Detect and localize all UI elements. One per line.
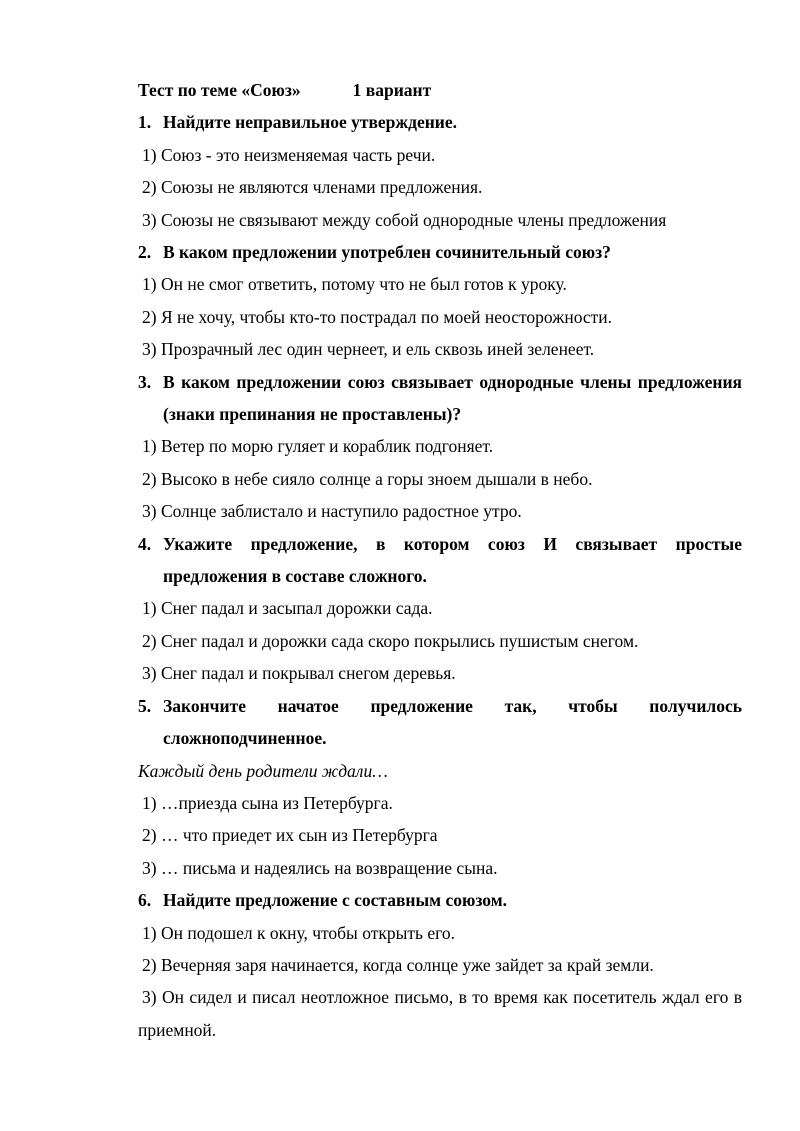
answer-option: 3) … письма и надеялись на возвращение сына. — [142, 857, 498, 878]
question-6 — [138, 884, 742, 916]
answer-option: 1) Он подошел к окну, чтобы открыть его. — [142, 922, 456, 943]
test-title: Тест по теме «Союз» — [138, 80, 301, 100]
question-1 — [138, 106, 742, 138]
question-4 — [138, 528, 742, 593]
answer-option: 1) Союз - это неизменяемая часть речи. — [142, 144, 436, 165]
answer-option: 2) … что приедет их сын из Петербурга — [142, 825, 438, 846]
answer-option: 3) Союзы не связывают между собой однородные члены предложения — [142, 209, 667, 230]
answer-option: 1) …приезда сына из Петербурга. — [142, 792, 393, 813]
answer-option: 2) Снег падал и дорожки сада скоро покрылись пушистым снегом. — [142, 630, 639, 651]
question-number: 5. — [138, 695, 152, 716]
document-title — [138, 74, 742, 106]
question-number: 2. — [138, 242, 152, 263]
variant-label: 1 вариант — [352, 80, 432, 100]
question-text: Закончите начатое предложение так, чтобы получилось сложноподчиненное. — [163, 695, 742, 749]
answer-option: 3) Прозрачный лес один чернеет, и ель сквозь иней зеленеет. — [142, 339, 595, 360]
answer-option: 2) Вечерняя заря начинается, когда солнце уже зайдет за край земли. — [142, 954, 654, 975]
question-text: Найдите предложение с составным союзом. — [163, 890, 508, 911]
question-2 — [138, 236, 742, 268]
question-3 — [138, 366, 742, 431]
answer-option: 2) Союзы не являются членами предложения. — [142, 177, 483, 198]
question-text: Укажите предложение, в котором союз И связывает простые предложения в составе сложного. — [163, 533, 742, 587]
answer-option: 1) Ветер по морю гуляет и кораблик подгоняет. — [142, 436, 494, 457]
answer-option: 3) Солнце заблистало и наступило радостное утро. — [142, 501, 522, 522]
answer-option: 2) Высоко в небе сияло солнце а горы зноем дышали в небо. — [142, 468, 593, 489]
answer-option: 3) Снег падал и покрывал снегом деревья. — [142, 663, 456, 684]
question-text: В каком предложении употреблен сочинительный союз? — [163, 242, 611, 263]
answer-option: 2) Я не хочу, чтобы кто-то пострадал по моей неосторожности. — [142, 306, 613, 327]
question-number: 4. — [138, 533, 152, 554]
question-number: 3. — [138, 371, 152, 392]
sentence-prompt: Каждый день родители ждали… — [138, 760, 388, 781]
answer-option: 1) Снег падал и засыпал дорожки сада. — [142, 598, 433, 619]
test-document — [138, 74, 742, 1046]
question-number: 6. — [138, 890, 152, 911]
question-text: Найдите неправильное утверждение. — [163, 112, 458, 133]
question-text: В каком предложении союз связывает однородные члены предложения (знаки препинания не проставлены)? — [163, 371, 742, 425]
answer-option: 3) Он сидел и писал неотложное письмо, в то время как посетитель ждал его в приемной. — [138, 987, 742, 1040]
question-5 — [138, 690, 742, 755]
answer-option: 1) Он не смог ответить, потому что не был готов к уроку. — [142, 274, 567, 295]
question-number: 1. — [138, 112, 152, 133]
